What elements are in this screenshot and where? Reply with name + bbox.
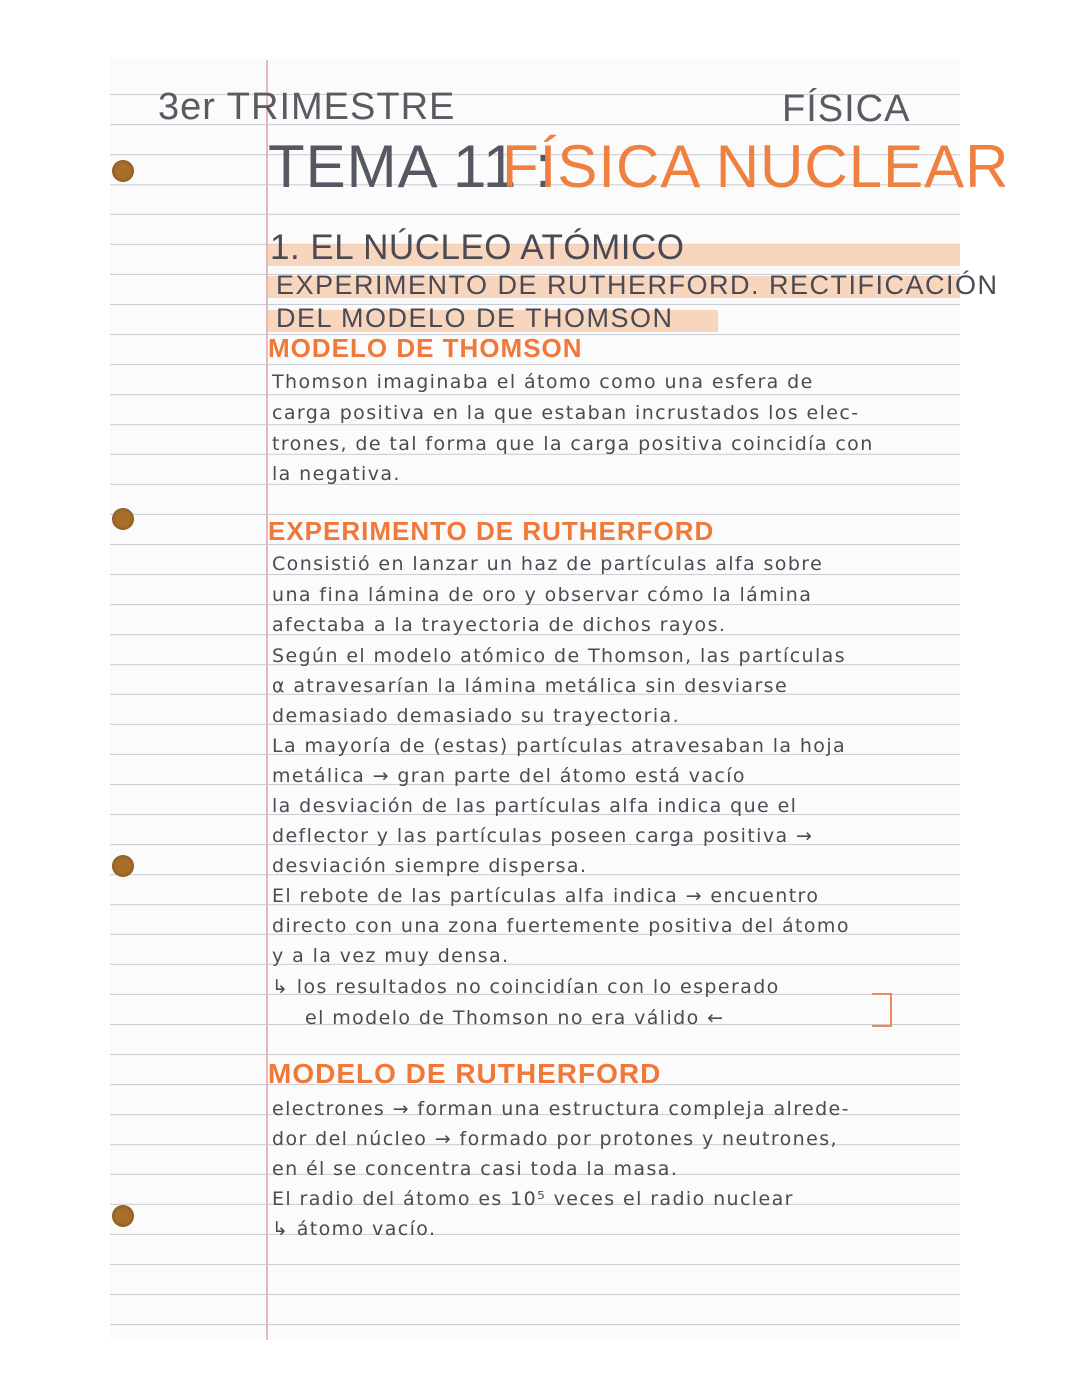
section-subheading: EXPERIMENTO DE RUTHERFORD. RECTIFICACIÓN [276, 270, 999, 300]
model-line: ↳ átomo vacío. [272, 1218, 437, 1240]
thomson-heading: MODELO DE THOMSON [268, 333, 583, 363]
experiment-line: una fina lámina de oro y observar cómo la lámina [272, 584, 813, 606]
section-heading: 1. EL NÚCLEO ATÓMICO [270, 228, 685, 267]
thomson-line: carga positiva en la que estaban incrustados los elec- [272, 402, 860, 424]
binder-hole [112, 1205, 134, 1227]
model-line: electrones → forman una estructura compleja alrede- [272, 1098, 850, 1120]
thomson-line: la negativa. [272, 463, 401, 485]
rutherford-model-heading: MODELO DE RUTHERFORD [268, 1058, 662, 1089]
term-label: 3er TRIMESTRE [158, 86, 456, 128]
binder-hole [112, 160, 134, 182]
model-line: en él se concentra casi toda la masa. [272, 1158, 679, 1180]
experiment-line: demasiado demasiado su trayectoria. [272, 705, 681, 727]
binder-hole [112, 855, 134, 877]
experiment-line: La mayoría de (estas) partículas atravesaban la hoja [272, 735, 847, 757]
experiment-line: y a la vez muy densa. [272, 945, 510, 967]
conclusion-line: el modelo de Thomson no era válido ← [305, 1007, 725, 1029]
experiment-line: Según el modelo atómico de Thomson, las partículas [272, 645, 847, 667]
page-title: FÍSICA NUCLEAR [502, 133, 1010, 200]
section-subheading: DEL MODELO DE THOMSON [276, 303, 674, 333]
subject-label: FÍSICA [782, 88, 911, 130]
binder-hole [112, 508, 134, 530]
experiment-line: metálica → gran parte del átomo está vacío [272, 765, 746, 787]
model-line: El radio del átomo es 10⁵ veces el radio nuclear [272, 1188, 794, 1210]
experiment-line: deflector y las partículas poseen carga positiva → [272, 825, 814, 847]
experiment-line: Consistió en lanzar un haz de partículas alfa sobre [272, 553, 824, 575]
experiment-line: directo con una zona fuertemente positiva del átomo [272, 915, 850, 937]
model-line: dor del núcleo → formado por protones y neutrones, [272, 1128, 838, 1150]
thomson-line: Thomson imaginaba el átomo como una esfera de [272, 371, 814, 393]
conclusion-bracket [872, 993, 892, 1027]
experiment-line: El rebote de las partículas alfa indica → encuentro [272, 885, 820, 907]
topic-number: TEMA 11 : [268, 133, 553, 200]
experiment-line: desviación siempre dispersa. [272, 855, 588, 877]
experiment-line: α atravesarían la lámina metálica sin desviarse [272, 675, 789, 697]
conclusion-line: ↳ los resultados no coincidían con lo esperado [272, 976, 780, 998]
rutherford-experiment-heading: EXPERIMENTO DE RUTHERFORD [268, 516, 715, 546]
experiment-line: afectaba a la trayectoria de dichos rayos. [272, 614, 727, 636]
thomson-line: trones, de tal forma que la carga positiva coincidía con [272, 433, 874, 455]
experiment-line: la desviación de las partículas alfa indica que el [272, 795, 798, 817]
